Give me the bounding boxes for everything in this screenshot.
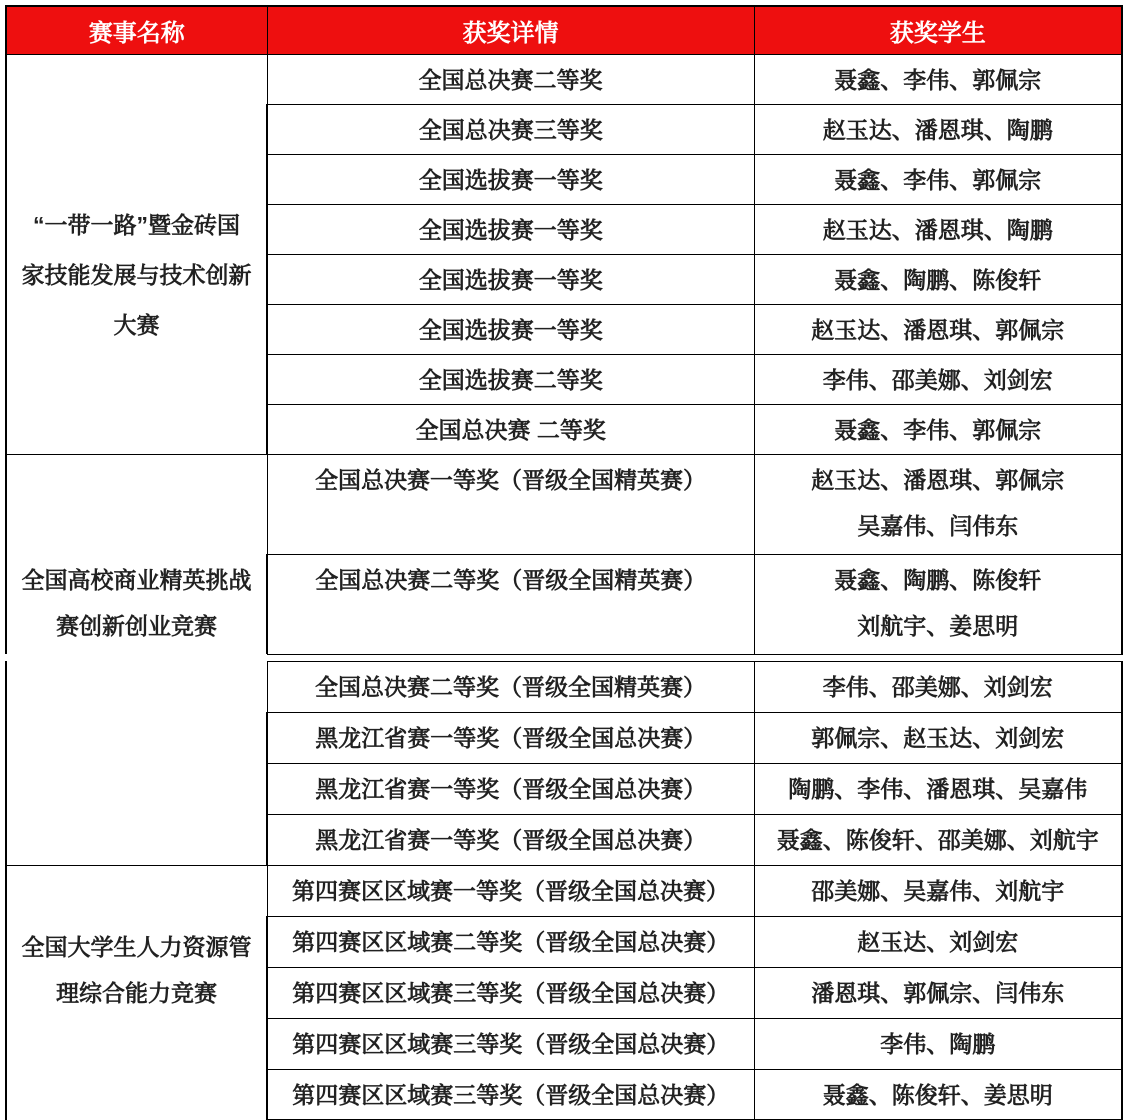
students-line: 吴嘉伟、闫伟东	[857, 512, 1019, 539]
students-cell	[754, 814, 1122, 865]
students-cell	[754, 54, 1122, 104]
students-cell	[754, 304, 1122, 354]
event-name-line: “一带一路”暨金砖国	[33, 212, 240, 238]
awards-table-body	[6, 54, 1122, 1120]
students-cell	[754, 661, 1122, 712]
page-split-gap	[6, 654, 1122, 661]
students-cell	[754, 1069, 1122, 1120]
award-detail-cell: 黑龙江省赛一等奖（晋级全国总决赛）	[267, 763, 754, 814]
award-detail-cell: 第四赛区区域赛一等奖（晋级全国总决赛）	[267, 865, 754, 916]
students-line: 聂鑫、陶鹏、陈俊轩	[834, 566, 1042, 593]
students-line: 郭佩宗、赵玉达、刘剑宏	[811, 724, 1065, 751]
students-cell	[754, 554, 1122, 654]
event-name-line: 全国大学生人力资源管	[21, 933, 252, 960]
students-line: 刘航宇、姜思明	[857, 612, 1019, 639]
table-row	[6, 661, 1122, 712]
students-line: 聂鑫、李伟、郭佩宗	[834, 166, 1042, 193]
students-cell	[754, 204, 1122, 254]
students-line: 聂鑫、李伟、郭佩宗	[834, 66, 1042, 93]
event-name-line: 家技能发展与技术创新	[21, 262, 252, 288]
table-row	[6, 54, 1122, 104]
award-detail-cell: 全国总决赛一等奖（晋级全国精英赛）	[267, 454, 754, 554]
award-detail-cell: 全国总决赛二等奖（晋级全国精英赛）	[267, 554, 754, 654]
page-split-gap-cell	[754, 654, 1122, 661]
students-line: 邵美娜、吴嘉伟、刘航宇	[811, 877, 1065, 904]
header-cell-students: 获奖学生	[754, 6, 1122, 54]
event-name-line: 全国高校商业精英挑战	[21, 567, 252, 593]
award-detail-cell: 黑龙江省赛一等奖（晋级全国总决赛）	[267, 712, 754, 763]
students-cell	[754, 763, 1122, 814]
award-detail-cell: 黑龙江省赛一等奖（晋级全国总决赛）	[267, 814, 754, 865]
award-detail-cell: 第四赛区区域赛二等奖（晋级全国总决赛）	[267, 916, 754, 967]
students-line: 聂鑫、陶鹏、陈俊轩	[834, 266, 1042, 293]
students-line: 聂鑫、李伟、郭佩宗	[834, 416, 1042, 443]
header-cell-award-detail: 获奖详情	[267, 6, 754, 54]
award-detail-cell: 全国总决赛二等奖	[267, 54, 754, 104]
event-name-cell	[6, 661, 267, 865]
students-line: 潘恩琪、郭佩宗、闫伟东	[811, 979, 1065, 1006]
students-cell	[754, 865, 1122, 916]
students-line: 李伟、邵美娜、刘剑宏	[822, 673, 1053, 700]
page-split-gap-cell	[6, 654, 267, 661]
award-detail-cell: 全国选拔赛二等奖	[267, 354, 754, 404]
table-row	[6, 454, 1122, 554]
award-detail-cell: 全国总决赛 二等奖	[267, 404, 754, 454]
award-detail-cell: 全国选拔赛一等奖	[267, 254, 754, 304]
award-detail-cell: 全国选拔赛一等奖	[267, 204, 754, 254]
students-cell	[754, 404, 1122, 454]
students-cell	[754, 712, 1122, 763]
students-cell	[754, 967, 1122, 1018]
award-detail-cell: 第四赛区区域赛三等奖（晋级全国总决赛）	[267, 1069, 754, 1120]
students-line: 赵玉达、潘恩琪、郭佩宗	[811, 466, 1065, 493]
students-line: 李伟、邵美娜、刘剑宏	[822, 366, 1053, 393]
event-name-line: 大赛	[113, 312, 160, 338]
students-cell	[754, 354, 1122, 404]
students-cell	[754, 1018, 1122, 1069]
award-detail-cell: 第四赛区区域赛三等奖（晋级全国总决赛）	[267, 967, 754, 1018]
students-cell	[754, 154, 1122, 204]
students-cell	[754, 104, 1122, 154]
event-name-cell	[6, 454, 267, 654]
students-line: 赵玉达、刘剑宏	[857, 928, 1019, 955]
header-row	[6, 6, 1122, 54]
students-line: 赵玉达、潘恩琪、郭佩宗	[811, 316, 1065, 343]
students-line: 陶鹏、李伟、潘恩琪、吴嘉伟	[788, 775, 1088, 802]
students-line: 赵玉达、潘恩琪、陶鹏	[822, 216, 1053, 243]
students-line: 赵玉达、潘恩琪、陶鹏	[822, 116, 1053, 143]
students-line: 聂鑫、陈俊轩、邵美娜、刘航宇	[776, 826, 1099, 853]
students-line: 李伟、陶鹏	[880, 1030, 996, 1057]
page-split-gap-cell	[267, 654, 754, 661]
students-cell	[754, 454, 1122, 554]
header-cell-event-name: 赛事名称	[6, 6, 267, 54]
students-cell	[754, 254, 1122, 304]
event-name-cell	[6, 865, 267, 1120]
awards-table	[5, 5, 1123, 1120]
award-detail-cell: 第四赛区区域赛三等奖（晋级全国总决赛）	[267, 1018, 754, 1069]
event-name-cell	[6, 54, 267, 454]
award-detail-cell: 全国总决赛三等奖	[267, 104, 754, 154]
event-name-line: 赛创新创业竞赛	[56, 613, 217, 639]
students-line: 聂鑫、陈俊轩、姜思明	[822, 1081, 1053, 1108]
award-detail-cell: 全国选拔赛一等奖	[267, 304, 754, 354]
event-name-line: 理综合能力竞赛	[56, 979, 217, 1006]
award-detail-cell: 全国选拔赛一等奖	[267, 154, 754, 204]
table-row	[6, 865, 1122, 916]
students-cell	[754, 916, 1122, 967]
award-detail-cell: 全国总决赛二等奖（晋级全国精英赛）	[267, 661, 754, 712]
